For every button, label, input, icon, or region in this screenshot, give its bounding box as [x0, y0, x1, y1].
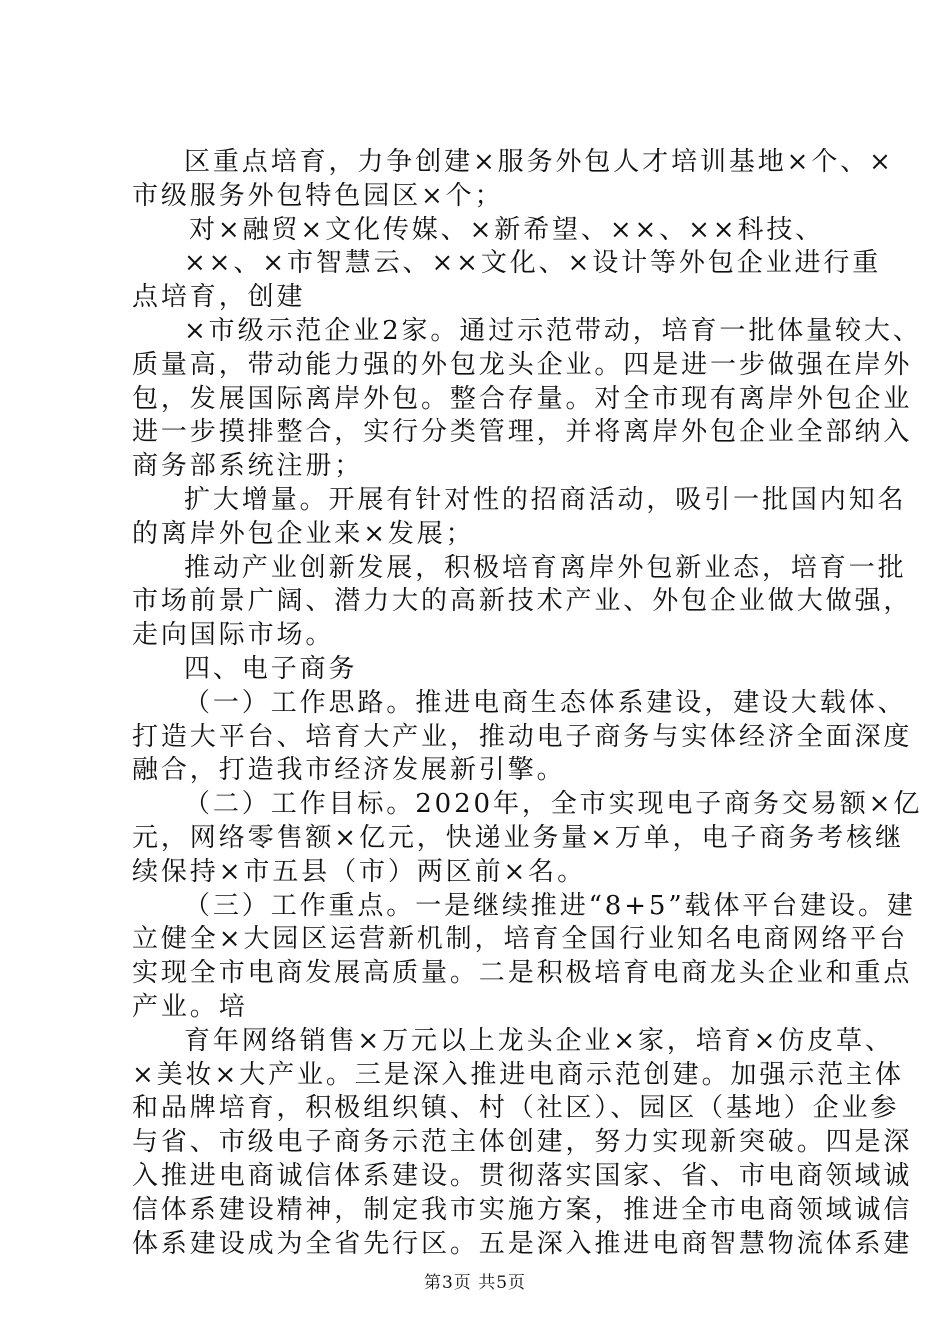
text-line: 的离岸外包企业来×发展；: [132, 518, 475, 549]
text-line: 市场前景广阔、潜力大的高新技术产业、外包企业做大做强，: [132, 586, 913, 617]
text-line: ×美妆×大产业。三是深入推进电商示范创建。加强示范主体: [132, 1059, 904, 1090]
text-line: 育年网络销售×万元以上龙头企业×家，培育×仿皮草、: [184, 1025, 894, 1056]
text-line: （二）工作目标。2020年，全市实现电子商务交易额×亿: [184, 789, 923, 820]
text-line: 区重点培育，力争创建×服务外包人才培训基地×个、×: [184, 147, 894, 177]
text-line: 实现全市电商发展高质量。二是积极培育电商龙头企业和重点: [132, 958, 913, 989]
text-line: 体系建设成为全省先行区。五是深入推进电商智慧物流体系建: [132, 1228, 913, 1259]
text-line: 立健全×大园区运营新机制，培育全国行业知名电商网络平台: [132, 924, 909, 955]
text-line: （一）工作思路。推进电商生态体系建设，建设大载体、: [184, 687, 907, 718]
text-line: 质量高，带动能力强的外包龙头企业。四是进一步做强在岸外: [132, 349, 913, 380]
text-line: 扩大增量。开展有针对性的招商活动，吸引一批国内知名: [184, 484, 907, 515]
text-line: 包，发展国际离岸外包。整合存量。对全市现有离岸外包企业: [132, 383, 913, 414]
text-line: 对×融贸×文化传媒、×新希望、××、××科技、: [189, 214, 825, 245]
text-line: 四、电子商务: [184, 653, 358, 684]
text-line: 和品牌培育，积极组织镇、村（社区）、园区（基地）企业参: [132, 1093, 900, 1124]
text-line: ××、×市智慧云、××文化、×设计等外包企业进行重: [184, 248, 882, 279]
text-line: 信体系建设精神，制定我市实施方案，推进全市电商领域诚信: [132, 1194, 913, 1225]
text-line: 产业。培: [132, 991, 248, 1022]
text-line: 与省、市级电子商务示范主体创建，努力实现新突破。四是深: [132, 1127, 913, 1158]
text-line: 进一步摸排整合，实行分类管理，并将离岸外包企业全部纳入: [132, 417, 913, 448]
text-line: 点培育，创建: [132, 282, 306, 313]
text-line: 元，网络零售额×亿元，快递业务量×万单，电子商务考核继: [132, 822, 904, 853]
text-line: 融合，打造我市经济发展新引擎。: [132, 755, 566, 786]
text-line: 推动产业创新发展，积极培育离岸外包新业态，培育一批: [184, 552, 907, 583]
text-line: 打造大平台、培育大产业，推动电子商务与实体经济全面深度: [132, 721, 913, 752]
text-line: 走向国际市场。: [132, 620, 335, 651]
text-line: 商务部系统注册；: [132, 451, 364, 482]
text-line: ×市级示范企业2家。通过示范带动，培育一批体量较大、: [184, 315, 922, 346]
text-line: （三）工作重点。一是继续推进“8+5”载体平台建设。建: [184, 890, 916, 921]
page-footer: 第3页 共5页: [423, 1273, 527, 1293]
text-line: 入推进电商诚信体系建设。贯彻落实国家、省、市电商领域诚: [132, 1160, 913, 1191]
text-line: 市级服务外包特色园区×个；: [132, 180, 504, 211]
document-body: [132, 146, 923, 1261]
text-line: 续保持×市五县（市）两区前×名。: [132, 856, 586, 887]
